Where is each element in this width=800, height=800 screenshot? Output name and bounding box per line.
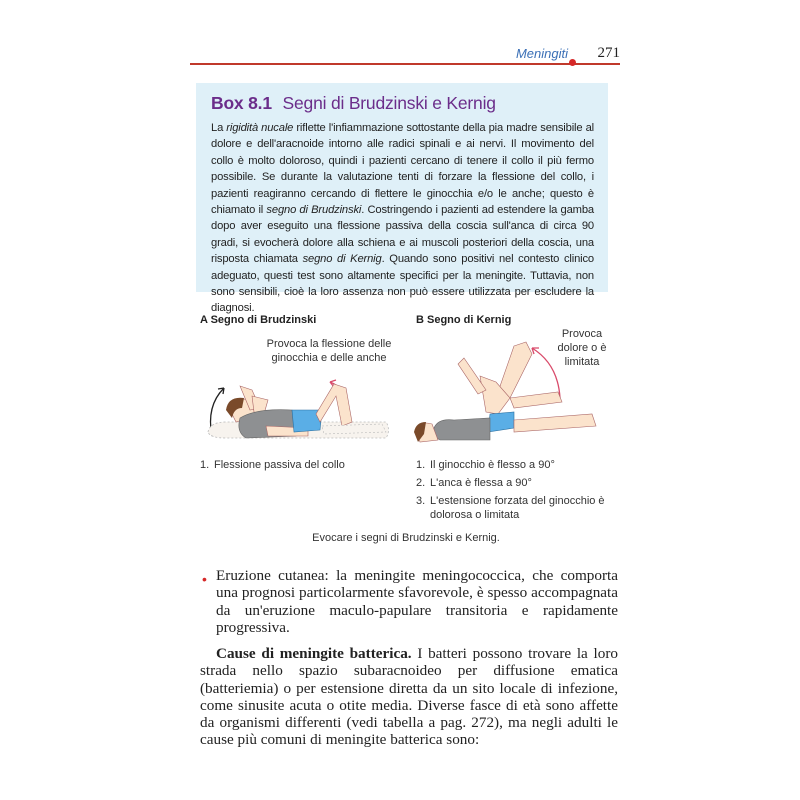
header-dot-marker: [569, 59, 576, 66]
box-italic-term: rigidità nucale: [226, 122, 294, 134]
box-number: Box 8.1: [211, 93, 272, 113]
section-text: I batteri possono trovare la loro strada nello spazio subaracnoideo per diffusione ematica (batteriemia) o per estensione diretta da un sito locale di infezione, come sinusite acuta o otite media. Diverse fasce di età sono affette da organismi differenti (vedi tabella a pag. 272), ma negli adulti le cause più comuni di meningite batterica sono:: [200, 645, 618, 749]
figure-caption: Evocare i segni di Brudzinski e Kernig.: [312, 532, 500, 544]
box-text-run: . Costringendo i pazienti ad estendere la gamba dopo aver eseguito una flessione passiva della coscia sull'anca di circa 90 gradi, si evocherà dolore alla schiena e ai muscoli posteriori della coscia, una risposta chiamata: [211, 204, 594, 266]
kernig-illustration: [410, 328, 610, 448]
brudzinski-illustration: [196, 366, 396, 446]
panel-a-note: Provoca la flessione delle ginocchia e delle anche: [266, 338, 392, 364]
running-header: [190, 44, 620, 66]
box-italic-term: segno di Kernig: [302, 253, 382, 266]
shorts: [488, 412, 514, 432]
bullet-icon: •: [202, 571, 207, 587]
box-paragraph: [211, 120, 594, 317]
page-number: 271: [597, 45, 620, 61]
knee-extension-arrow: [532, 348, 560, 398]
section-heading: Cause di meningite batterica.: [216, 645, 412, 662]
panel-b-step: 3. L'estensione forzata del ginocchio è dolorosa o limitata: [416, 495, 605, 521]
examiner-arm: [458, 358, 486, 394]
info-box: [196, 83, 608, 315]
panel-b-steps: [416, 458, 616, 526]
box-title: [211, 93, 594, 114]
panel-b-label: B Segno di Kernig: [416, 314, 512, 326]
straight-leg: [514, 414, 596, 432]
header-rule: [190, 63, 620, 65]
box-text-run: La: [211, 122, 227, 134]
box-text-run: . Quando sono positivi nel contesto clinico adeguato, questi test sono altamente specifici per la meningite. Tuttavia, non sono sensibili, cioè la loro assenza non può essere utilizzata per escludere la diagnosi.: [211, 253, 594, 315]
box-italic-term: segno di Brudzinski: [266, 204, 362, 217]
chapter-title: Meningiti: [515, 46, 568, 61]
flexed-legs: [316, 384, 352, 426]
panel-a-step: 1. Flessione passiva del collo: [200, 459, 345, 471]
panel-a-label: A Segno di Brudzinski: [200, 314, 317, 326]
shirt: [434, 418, 490, 440]
section-paragraph: [200, 645, 618, 749]
panel-b-note: Provoca dolore o è limitata: [557, 328, 607, 368]
panel-b-step: 2. L'anca è flessa a 90°: [416, 477, 532, 489]
box-title-text: Segni di Brudzinski e Kernig: [282, 93, 496, 113]
figure: [196, 306, 616, 552]
panel-b-step: 1. Il ginocchio è flesso a 90°: [416, 459, 555, 471]
box-text-run: riflette l'infiammazione sottostante della pia madre sensibile al dolore e dell'aracnoide intorno alle radici spinali e ai nervi. Il movimento del collo è molto doloroso, quindi i pazienti cercano di tenere il collo il più fermo possibile. Se durante la valutazione tenti di forzare la flessione del collo, i pazienti reagiranno cercando di flettere le ginocchia e/o le anche; questo è chiamato il: [211, 122, 594, 217]
bullet-paragraph: Eruzione cutanea: la meningite meningococcica, che comporta una prognosi particolarmente sfavorevole, è spesso accompagnata da un'eruzione maculo-papulare transitoria e rapidamente progressiva.: [216, 567, 618, 636]
lower-leg-support: [510, 392, 562, 408]
panel-a-steps: [200, 458, 390, 476]
raised-lower-leg: [498, 342, 532, 398]
